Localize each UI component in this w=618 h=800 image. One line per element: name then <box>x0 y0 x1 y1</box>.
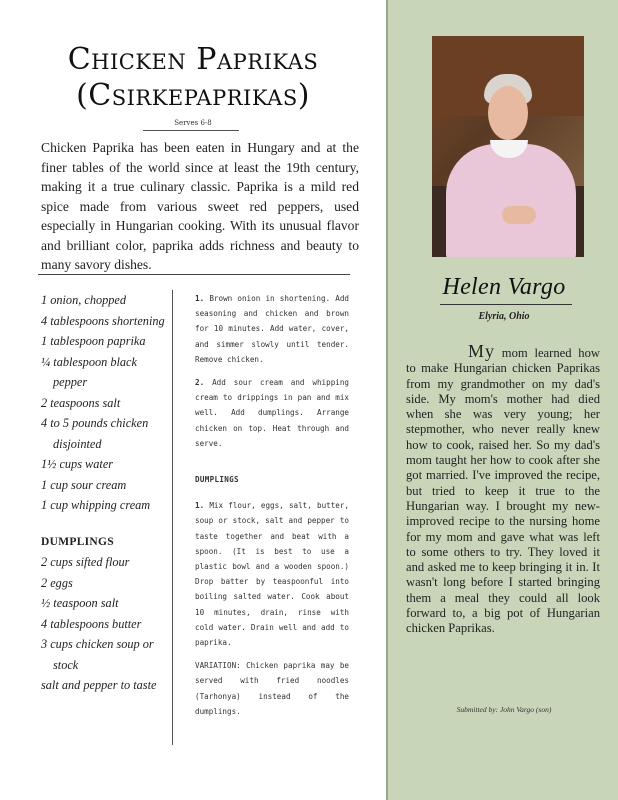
dumpling-ingredient-item: ½ teaspoon salt <box>41 596 119 610</box>
dumpling-ingredient-item: 2 eggs <box>41 575 73 590</box>
serves-divider <box>143 130 239 131</box>
dumplings-ingredients-heading: DUMPLINGS <box>41 535 114 548</box>
step-number: 1. <box>195 501 205 511</box>
direction-step <box>195 291 349 367</box>
recipe-title: Chicken Paprikas <box>67 42 319 77</box>
ingredients-list <box>41 290 169 696</box>
ingredient-item: 1½ cups water <box>41 457 114 471</box>
dumplings-directions-heading: DUMPLINGS <box>195 475 239 485</box>
ingredient-item: 2 teaspoons salt <box>41 395 121 410</box>
portrait-photo <box>432 36 584 257</box>
section-divider <box>38 274 350 275</box>
recipe-intro: Chicken Paprika has been eaten in Hungary and at the finer tables of the world since at least the 19th century, making it a true culinary classic. Paprika is a mild red spice made from various sweet red peppers, used especially in Hungarian cooking. With its unusual flavor and brilliant color, paprika adds richness and beauty to many savory dishes. <box>41 140 359 272</box>
directions <box>195 291 349 727</box>
ingredient-item: ¼ tablespoon black pepper <box>41 354 137 389</box>
recipe-subtitle: (Csirkepaprikas) <box>76 78 310 113</box>
step-number: 1. <box>195 294 205 303</box>
ingredient-item: 4 to 5 pounds chicken disjointed <box>41 416 149 451</box>
name-underline <box>440 304 572 305</box>
ingredient-item: 1 onion, chopped <box>41 293 127 307</box>
ingredient-item: 4 tablespoons shortening <box>41 313 165 328</box>
story-text: mom learned how to make Hungarian chicken Paprikas from my grandmother on my dad's side. My mom's mother had died when she was very young; her stepmother, who never really knew how to cook, raised her. So my dad's mom taught her how to cook after she got married. I've improved the recipe, but tried to keep it true to the Hungarian way. I brought my new-improved recipe to the nursing home for my mom and gave what was left to some others to try. They loved it and asked me to keep bringing it in. It wasn't long before I started bringing them a meal they could all look forward to, a big pot of Hungarian chicken Paprikas. <box>406 346 600 636</box>
step-text: Mix flour, eggs, salt, butter, soup or stock, salt and pepper to taste together and beat with a spoon. (It is best to use a plastic bowl and a wooden spoon.) Drop batter by teaspoonful into boiling salted water. Cook about 10 minutes, drain, rinse with cold water. Drain well and add to paprika. <box>195 501 350 648</box>
dumpling-ingredient-item: 3 cups chicken soup or stock <box>41 637 154 672</box>
serves-label: Serves 6-8 <box>174 119 212 127</box>
contributor-sidebar <box>386 0 618 800</box>
contributor-city: Elyria, Ohio <box>478 311 530 322</box>
submitted-by: Submitted by: John Vargo (son) <box>456 705 552 714</box>
dumpling-direction-step <box>195 498 349 650</box>
dumpling-ingredient-item: 4 tablespoons butter <box>41 616 142 631</box>
contributor-name: Helen Vargo <box>442 274 566 300</box>
ingredient-item: 1 cup sour cream <box>41 477 127 492</box>
variation-note: VARIATION: Chicken paprika may be served with fried noodles (Tarhonya) instead of the dumplings. <box>195 661 349 716</box>
direction-step <box>195 375 349 451</box>
story-dropcap: My <box>468 341 496 361</box>
ingredient-item: 1 tablespoon paprika <box>41 334 146 348</box>
contributor-story <box>406 341 600 637</box>
ingredient-item: 1 cup whipping cream <box>41 498 151 512</box>
step-text: Brown onion in shortening. Add seasoning and chicken and brown for 10 minutes. Add water, cover, and simmer slowly until tender. Remove chicken. <box>195 294 350 364</box>
dumpling-ingredient-item: 2 cups sifted flour <box>41 555 130 569</box>
step-text: Add sour cream and whipping cream to drippings in pan and mix well. Add dumplings. Arrange chicken on top. Heat through and serve. <box>195 378 349 448</box>
step-number: 2. <box>195 378 205 388</box>
column-divider <box>172 290 173 745</box>
dumpling-ingredient-item: salt and pepper to taste <box>41 678 157 692</box>
